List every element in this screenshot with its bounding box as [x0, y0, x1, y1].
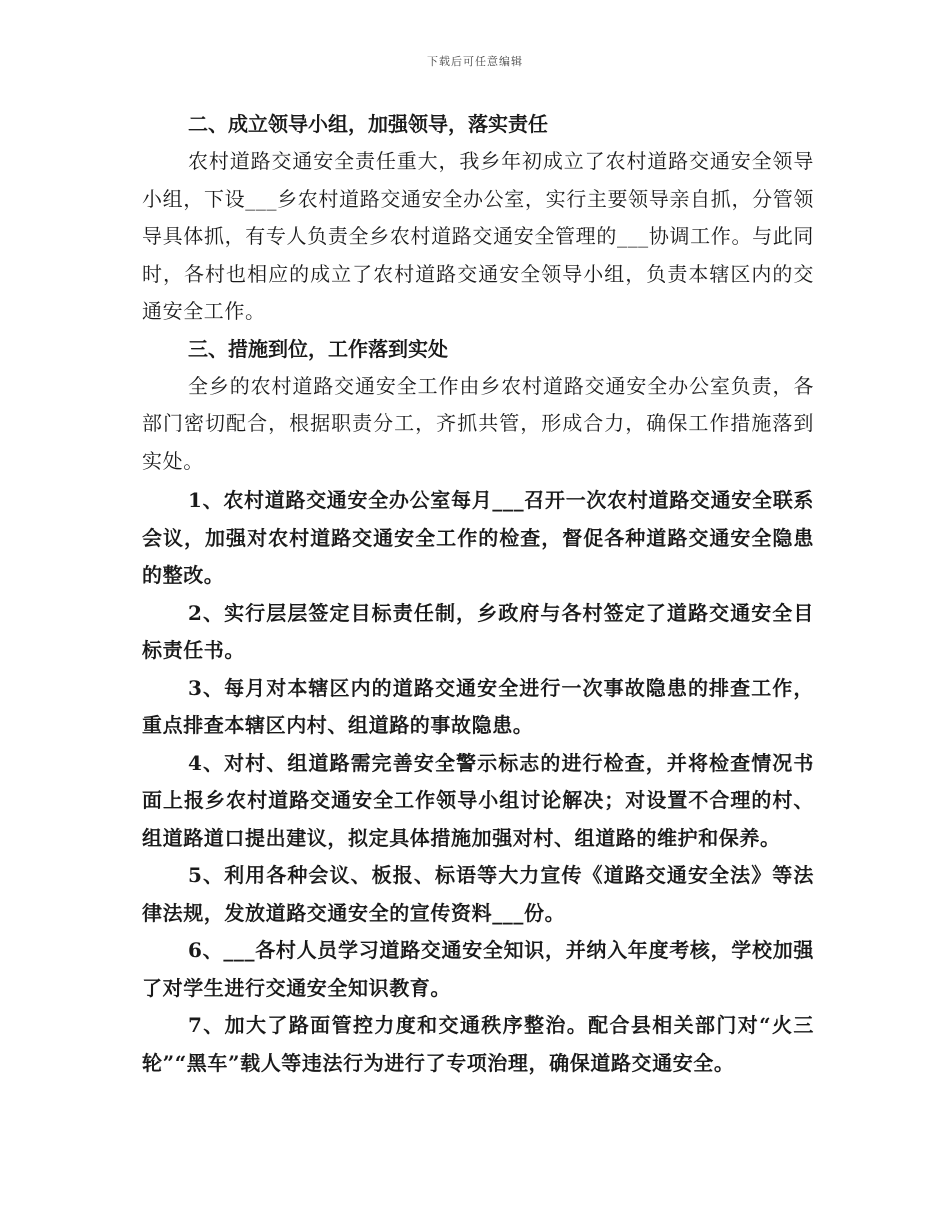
list-item: 6、___各村人员学习道路交通安全知识，并纳入年度考核，学校加强了对学生进行交通安全知识教育。	[142, 938, 814, 1000]
section-heading-3: 三、措施到位，工作落到实处	[188, 336, 448, 361]
list-item: 2、实行层层签定目标责任制，乡政府与各村签定了道路交通安全目标责任书。	[142, 600, 814, 662]
list-item: 3、每月对本辖区内的道路交通安全进行一次事故隐患的排查工作，重点排查本辖区内村、组道路的事故隐患。	[142, 675, 814, 737]
list-item: 4、对村、组道路需完善安全警示标志的进行检查，并将检查情况书面上报乡农村道路交通安全工作领导小组讨论解决；对设置不合理的村、组道路道口提出建议，拟定具体措施加强对村、组道路的维护和保养。	[142, 750, 814, 850]
section-heading-2: 二、成立领导小组，加强领导，落实责任	[188, 112, 548, 136]
list-item: 7、加大了路面管控力度和交通秩序整治。配合县相关部门对“火三轮”“黑车”载人等违法行为进行了专项治理，确保道路交通安全。	[142, 1013, 814, 1075]
document-body	[142, 106, 814, 1082]
page-header: 下载后可任意编辑	[427, 55, 523, 68]
section-paragraph-3: 全乡的农村道路交通安全工作由乡农村道路交通安全办公室负责，各部门密切配合，根据职责分工，齐抓共管，形成合力，确保工作措施落到实处。	[142, 373, 814, 473]
list-item: 5、利用各种会议、板报、标语等大力宣传《道路交通安全法》等法律法规，发放道路交通安全的宣传资料___份。	[142, 863, 814, 925]
list-item: 1、农村道路交通安全办公室每月___召开一次农村道路交通安全联系会议，加强对农村道路交通安全工作的检查，督促各种道路交通安全隐患的整改。	[142, 488, 814, 587]
section-paragraph-2: 农村道路交通安全责任重大，我乡年初成立了农村道路交通安全领导小组，下设___乡农村道路交通安全办公室，实行主要领导亲自抓，分管领导具体抓，有专人负责全乡农村道路交通安全管理的___协调工作。与此同时，各村也相应的成立了农村道路交通安全领导小组，负责本辖区内的交通安全工作。	[142, 149, 814, 323]
